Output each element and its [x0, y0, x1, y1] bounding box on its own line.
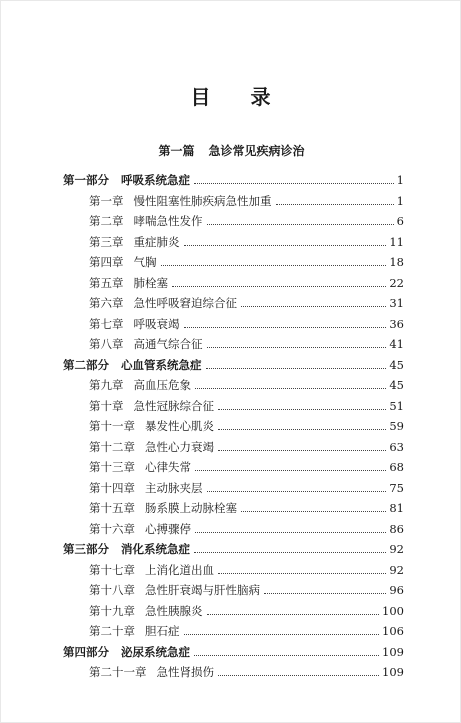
page-number: 41 [389, 337, 404, 351]
toc-entry-label [63, 645, 190, 659]
page-number: 31 [389, 296, 404, 310]
toc-chapter-row [89, 559, 404, 577]
toc-entry-label [89, 604, 203, 618]
chapter-title: 急性冠脉综合征 [133, 398, 214, 413]
toc-entry-label [63, 358, 202, 372]
page-number: 109 [382, 644, 404, 659]
chapter-title: 心搏骤停 [145, 521, 191, 536]
dot-leader [161, 264, 387, 266]
chapter-title: 暴发性心肌炎 [145, 419, 214, 433]
toc-chapter-row [89, 579, 404, 597]
toc-chapter-row [89, 251, 404, 269]
page-title [1, 81, 461, 110]
page-number: 51 [389, 398, 404, 413]
toc-chapter-row [89, 190, 404, 208]
chapter-title: 急性呼吸窘迫综合征 [133, 296, 237, 310]
toc-entry-label [89, 440, 214, 454]
dot-leader [172, 285, 386, 287]
part-number: 第四部分 [63, 644, 109, 659]
page-number: 1 [396, 173, 404, 187]
chapter-title: 哮喘急性发作 [133, 214, 203, 228]
chapter-number: 第十四章 [89, 480, 135, 495]
dot-leader [264, 592, 386, 594]
page-number: 45 [389, 378, 404, 392]
toc-entry-label [89, 296, 237, 310]
page-number: 68 [389, 460, 404, 474]
toc-chapter-row [89, 415, 404, 433]
chapter-number: 第二十章 [89, 624, 135, 638]
chapter-title: 慢性阻塞性肺疾病急性加重 [133, 193, 272, 208]
toc-entry-label [89, 214, 203, 228]
chapter-number: 第十一章 [89, 419, 135, 433]
part-title: 泌尿系统急症 [121, 644, 190, 659]
dot-leader [194, 182, 394, 184]
page-number: 81 [389, 501, 404, 515]
chapter-title: 心律失常 [145, 460, 191, 474]
dot-leader [184, 633, 380, 635]
dot-leader [207, 613, 380, 615]
chapter-number: 第十七章 [89, 562, 135, 577]
chapter-title: 高通气综合征 [133, 337, 203, 351]
toc-chapter-row [89, 600, 404, 618]
chapter-number: 第十五章 [89, 501, 135, 515]
chapter-number: 第三章 [89, 234, 124, 249]
part-title: 呼吸系统急症 [121, 173, 190, 187]
dot-leader [207, 223, 394, 225]
chapter-number: 第五章 [89, 275, 124, 290]
chapter-number: 第十章 [89, 398, 124, 413]
toc-chapter-row [89, 661, 404, 679]
page-number: 109 [382, 665, 404, 679]
page-number: 45 [389, 357, 404, 372]
toc-entry-label [89, 399, 214, 413]
section-heading [1, 142, 461, 159]
dot-leader [218, 428, 386, 430]
page-number: 59 [389, 419, 404, 433]
toc-entry-label [89, 317, 180, 331]
toc-entry-label [89, 276, 168, 290]
page-number: 92 [389, 562, 404, 577]
chapter-title: 气胸 [133, 255, 157, 269]
dot-leader [207, 346, 387, 348]
toc-chapter-row [89, 477, 404, 495]
part-number: 第二部分 [63, 357, 109, 372]
toc-entry-label [63, 542, 190, 556]
toc-entry-label [63, 173, 190, 187]
toc-entry-label [89, 194, 272, 208]
page-number: 22 [389, 275, 404, 290]
dot-leader [194, 654, 379, 656]
chapter-title: 肠系膜上动脉栓塞 [145, 501, 237, 515]
dot-leader [218, 674, 379, 676]
toc-chapter-row [89, 395, 404, 413]
chapter-number: 第一章 [89, 193, 124, 208]
section-number: 第一篇 [158, 144, 195, 158]
toc-entry-label [89, 665, 214, 679]
dot-leader [218, 449, 386, 451]
dot-leader [184, 326, 387, 328]
dot-leader [184, 244, 387, 246]
chapter-number: 第九章 [89, 378, 124, 392]
toc-entry-label [89, 501, 237, 515]
page-number: 100 [382, 603, 404, 618]
chapter-number: 第二十一章 [89, 665, 147, 679]
page-number: 92 [389, 542, 404, 556]
chapter-title: 急性心力衰竭 [145, 439, 214, 454]
toc-chapter-row [89, 620, 404, 638]
part-title: 心血管系统急症 [121, 357, 202, 372]
toc-chapter-row [89, 210, 404, 228]
toc-entry-label [89, 337, 203, 351]
toc-entry-label [89, 378, 191, 392]
toc-chapter-row [89, 518, 404, 536]
chapter-number: 第十六章 [89, 521, 135, 536]
toc-chapter-row [89, 231, 404, 249]
chapter-title: 上消化道出血 [145, 562, 214, 577]
toc-entry-label [89, 419, 214, 433]
chapter-number: 第六章 [89, 296, 124, 310]
page-number: 6 [396, 214, 404, 228]
chapter-title: 急性肾损伤 [156, 665, 214, 679]
page-number: 1 [396, 193, 404, 208]
toc-part-row [63, 641, 404, 659]
chapter-number: 第十二章 [89, 439, 135, 454]
section-title: 急诊常见疾病诊治 [208, 144, 305, 158]
dot-leader [195, 531, 386, 533]
chapter-number: 第七章 [89, 316, 124, 331]
toc-entry-label [89, 583, 260, 597]
toc-entry-label [89, 522, 191, 536]
toc-chapter-row [89, 292, 404, 310]
chapter-number: 第十三章 [89, 460, 135, 474]
toc-chapter-row [89, 333, 404, 351]
title-char: 录 [250, 85, 273, 109]
toc-part-row [63, 354, 404, 372]
dot-leader [195, 469, 386, 471]
chapter-title: 高血压危象 [133, 378, 191, 392]
dot-leader [206, 367, 387, 369]
page-number: 63 [389, 439, 404, 454]
toc-chapter-row [89, 497, 404, 515]
chapter-title: 主动脉夹层 [145, 480, 203, 495]
dot-leader [194, 551, 386, 553]
page-number: 86 [389, 521, 404, 536]
title-char: 目 [190, 85, 213, 109]
part-number: 第一部分 [63, 173, 109, 187]
chapter-number: 第十九章 [89, 603, 135, 618]
toc-entry-label [89, 624, 180, 638]
dot-leader [218, 572, 386, 574]
toc-part-row [63, 538, 404, 556]
toc-chapter-row [89, 313, 404, 331]
chapter-title: 胆石症 [145, 624, 180, 638]
dot-leader [276, 203, 394, 205]
toc-chapter-row [89, 272, 404, 290]
part-number: 第三部分 [63, 542, 109, 556]
page-number: 96 [389, 583, 404, 597]
toc-entry-label [89, 563, 214, 577]
page-number: 106 [382, 624, 404, 638]
toc-chapter-row [89, 374, 404, 392]
dot-leader [195, 387, 386, 389]
dot-leader [218, 408, 386, 410]
dot-leader [207, 490, 387, 492]
toc-entry-label [89, 235, 180, 249]
chapter-number: 第十八章 [89, 583, 135, 597]
page-number: 11 [389, 234, 404, 249]
page-number: 75 [389, 480, 404, 495]
chapter-title: 急性胰腺炎 [145, 603, 203, 618]
toc-entry-label [89, 255, 157, 269]
page-number: 18 [389, 255, 404, 269]
toc-chapter-row [89, 436, 404, 454]
chapter-number: 第四章 [89, 255, 124, 269]
toc-chapter-row [89, 456, 404, 474]
toc-part-row [63, 169, 404, 187]
chapter-number: 第八章 [89, 337, 124, 351]
chapter-title: 重症肺炎 [133, 234, 180, 249]
toc-entry-label [89, 460, 191, 474]
part-title: 消化系统急症 [121, 542, 190, 556]
chapter-title: 呼吸衰竭 [133, 316, 180, 331]
toc-entry-label [89, 481, 203, 495]
chapter-title: 急性肝衰竭与肝性脑病 [145, 583, 260, 597]
dot-leader [241, 305, 386, 307]
dot-leader [241, 510, 386, 512]
chapter-number: 第二章 [89, 214, 124, 228]
page-number: 36 [389, 316, 404, 331]
chapter-title: 肺栓塞 [133, 275, 168, 290]
